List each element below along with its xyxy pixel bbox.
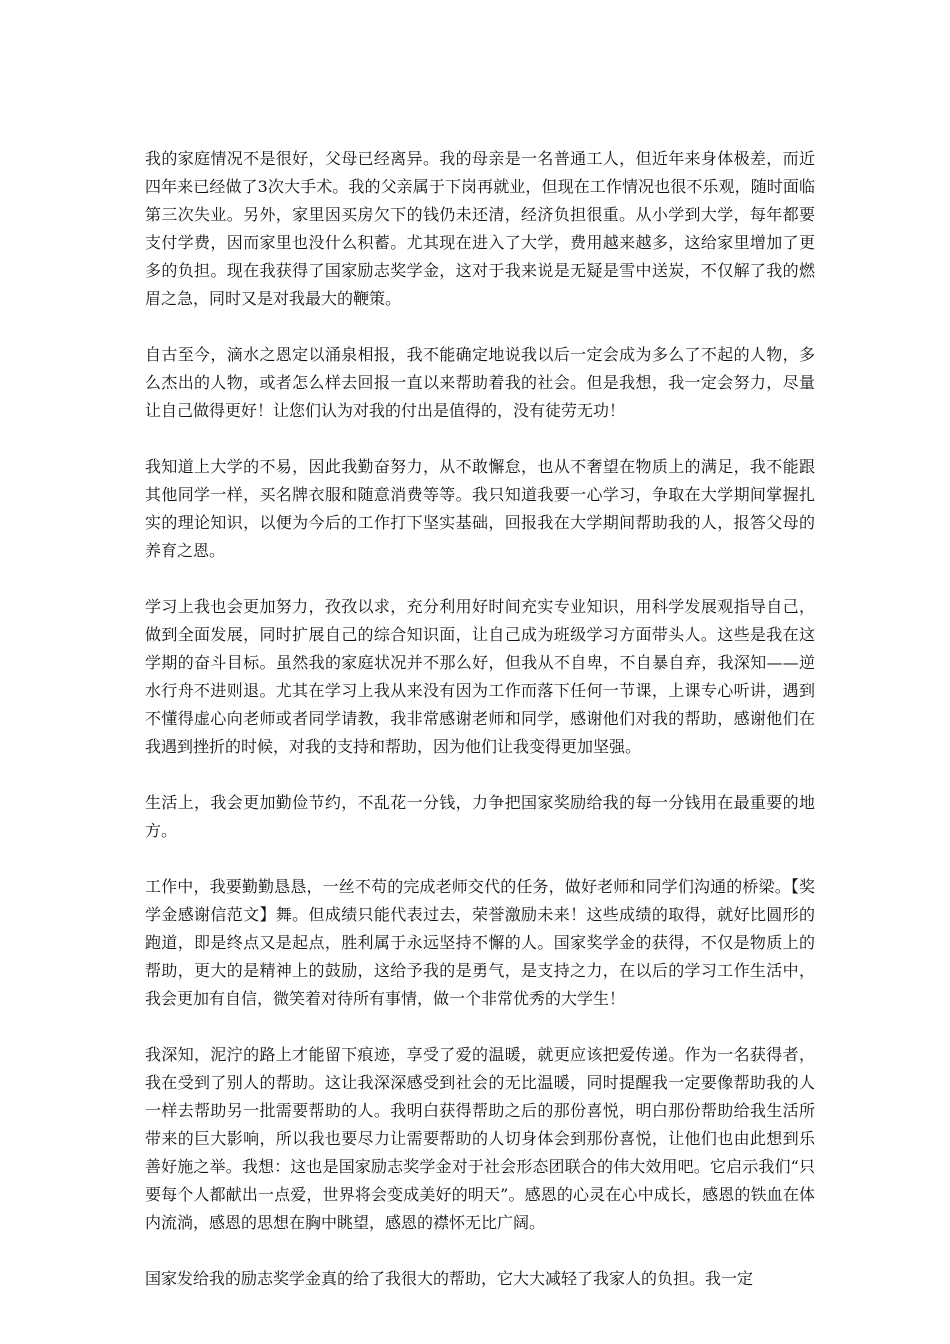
- document-body: [145, 145, 815, 1321]
- paragraph-study: 学习上我也会更加努力，孜孜以求，充分利用好时间充实专业知识，用科学发展观指导自己，做到全面发展，同时扩展自己的综合知识面，让自己成为班级学习方面带头人。这些是我在这学期的奋斗目标。虽然我的家庭状况并不那么好，但我从不自卑，不自暴自弃，我深知——逆水行舟不进则退。尤其在学习上我从来没有因为工作而落下任何一节课，上课专心听讲，遇到不懂得虚心向老师或者同学请教，我非常感谢老师和同学，感谢他们对我的帮助，感谢他们在我遇到挫折的时候，对我的支持和帮助，因为他们让我变得更加坚强。: [145, 597, 815, 756]
- paragraph-life: 生活上，我会更加勤俭节约，不乱花一分钱，力争把国家奖励给我的每一分钱用在最重要的地方。: [145, 793, 815, 840]
- paragraph-pass-on-love: 我深知，泥泞的路上才能留下痕迹，享受了爱的温暖，就更应该把爱传递。作为一名获得者，我在受到了别人的帮助。这让我深深感受到社会的无比温暖，同时提醒我一定要像帮助我的人一样去帮助另一批需要帮助的人。我明白获得帮助之后的那份喜悦，明白那份帮助给我生活所带来的巨大影响，所以我也要尽力让需要帮助的人切身体会到那份喜悦，让他们也由此想到乐善好施之举。我想：这也是国家励志奖学金对于社会形态团联合的伟大效用吧。它启示我们“只要每个人都献出一点爱，世界将会变成美好的明天”。感恩的心灵在心中成长，感恩的铁血在体内流淌，感恩的思想在胸中眺望，感恩的襟怀无比广阔。: [145, 1045, 815, 1232]
- paragraph-university-effort: 我知道上大学的不易，因此我勤奋努力，从不敢懈怠，也从不奢望在物质上的满足，我不能跟其他同学一样，买名牌衣服和随意消费等等。我只知道我要一心学习，争取在大学期间掌握扎实的理论知识，以便为今后的工作打下坚实基础，回报我在大学期间帮助我的人，报答父母的养育之恩。: [145, 457, 815, 560]
- paragraph-work: 工作中，我要勤勤恳恳，一丝不苟的完成老师交代的任务，做好老师和同学们沟通的桥梁。【奖学金感谢信范文】舞。但成绩只能代表过去，荣誉激励未来！这些成绩的取得，就好比圆形的跑道，即是终点又是起点，胜利属于永远坚持不懈的人。国家奖学金的获得，不仅是物质上的帮助，更大的是精神上的鼓励，这给予我的是勇气，是支持之力，在以后的学习工作生活中，我会更加有自信，微笑着对待所有事情，做一个非常优秀的大学生！: [145, 877, 815, 1008]
- paragraph-scholarship-help: 国家发给我的励志奖学金真的给了我很大的帮助，它大大减轻了我家人的负担。我一定: [145, 1269, 754, 1288]
- paragraph-family-situation: 我的家庭情况不是很好，父母已经离异。我的母亲是一名普通工人，但近年来身体极差，而近四年来已经做了3次大手术。我的父亲属于下岗再就业，但现在工作情况也很不乐观，随时面临第三次失业。另外，家里因买房欠下的钱仍未还清，经济负担很重。从小学到大学，每年都要支付学费，因而家里也没什么积蓄。尤其现在进入了大学，费用越来越多，这给家里增加了更多的负担。现在我获得了国家励志奖学金，这对于我来说是无疑是雪中送炭，不仅解了我的燃眉之急，同时又是对我最大的鞭策。: [145, 149, 815, 308]
- paragraph-gratitude-repay: 自古至今，滴水之恩定以涌泉相报，我不能确定地说我以后一定会成为多么了不起的人物，多么杰出的人物，或者怎么样去回报一直以来帮助着我的社会。但是我想，我一定会努力，尽量让自己做得更好！让您们认为对我的付出是值得的，没有徒劳无功！: [145, 345, 815, 420]
